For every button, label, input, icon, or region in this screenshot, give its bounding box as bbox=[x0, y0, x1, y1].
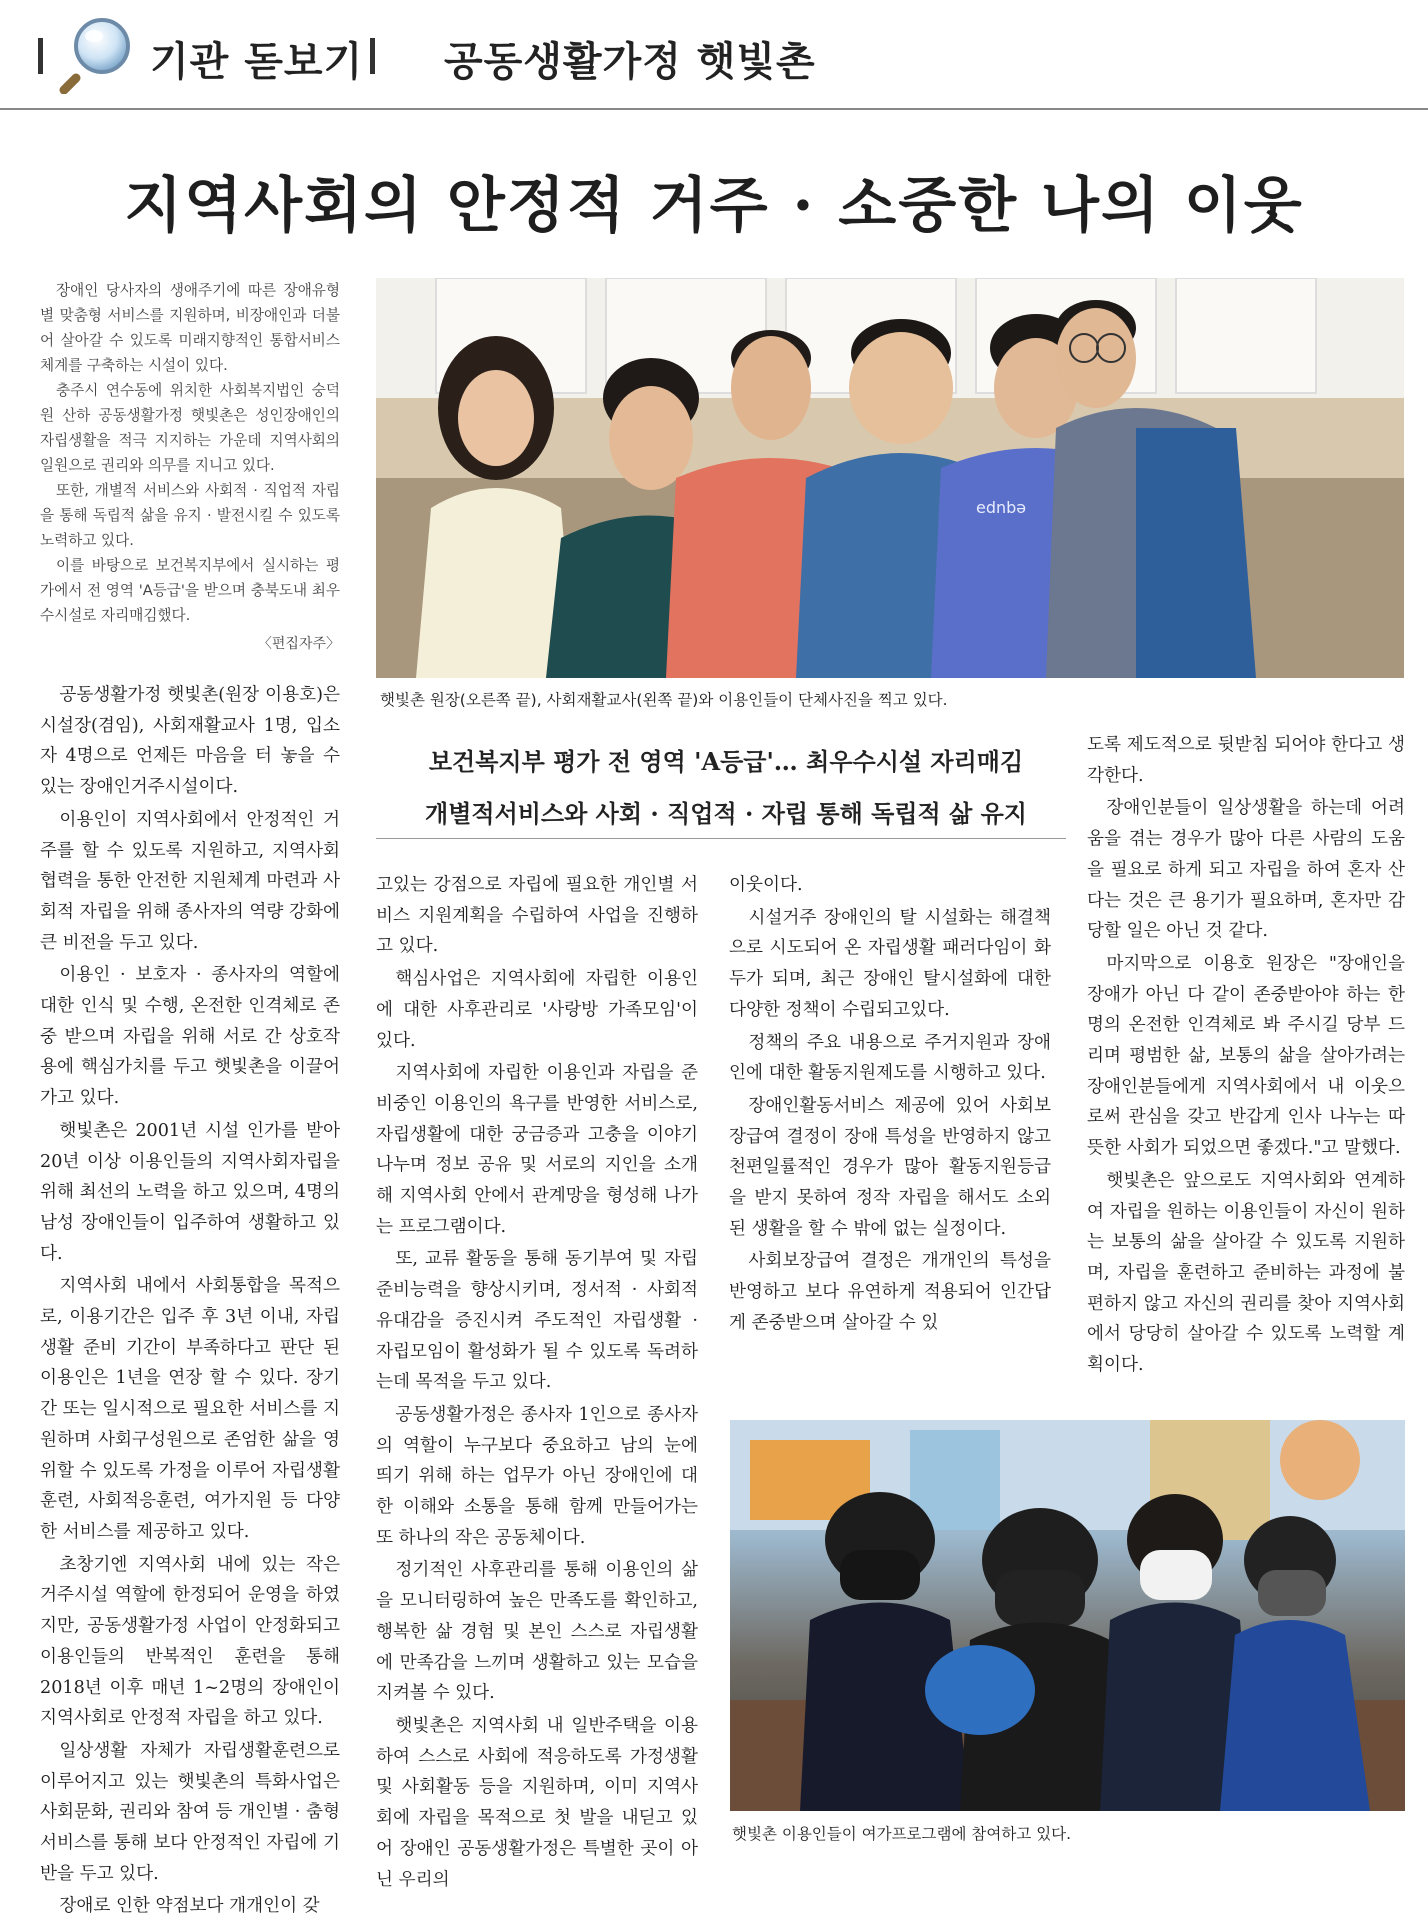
body-paragraph: 지역사회 내에서 사회통합을 목적으로, 이용기간은 입주 후 3년 이내, 자립생활 준비 기간이 부족하다고 판단 된 이용인은 1년을 연장 할 수 있다. 장기간 또는 일시적으로 필요한 서비스를 지원하며 사회구성원으로 존엄한 삶을 영위할 수 있도록 가정을 이루어 자립생활훈련, 사회적응훈련, 여가지원 등 다양한 서비스를 제공하고 있다. bbox=[40, 1276, 340, 1542]
institution-name: 공동생활가정 햇빛촌 bbox=[444, 39, 816, 85]
body-paragraph: 햇빛촌은 2001년 시설 인가를 받아 20년 이상 이용인들의 지역사회자립을 위해 최선의 노력을 하고 있으며, 4명의 남성 장애인들이 입주하여 생활하고 있다. bbox=[40, 1120, 340, 1264]
group-photo-illustration bbox=[376, 278, 1404, 678]
article-column-2 bbox=[376, 870, 698, 1897]
group-photo-caption: 햇빛촌 원장(오른쪽 끝), 사회재활교사(왼쪽 끝)와 이용인들이 단체사진을 찍고 있다. bbox=[380, 691, 948, 709]
outing-photo bbox=[730, 1420, 1405, 1811]
lead-paragraph: 또한, 개별적 서비스와 사회적 · 직업적 자립을 통해 독립적 삶을 유지 · 발전시킬 수 있도록 노력하고 있다. bbox=[40, 482, 340, 549]
body-paragraph: 시설거주 장애인의 탈 시설화는 해결책으로 시도되어 온 자립생활 패러다임이 화두가 되며, 최근 장애인 탈시설화에 대한 다양한 정책이 수립되고있다. bbox=[729, 907, 1051, 1020]
body-paragraph: 초창기엔 지역사회 내에 있는 작은 거주시설 역할에 한정되어 운영을 하였지만, 공동생활가정 사업이 안정화되고 이용인들의 반복적인 훈련을 통해 2018년 이후 매년 1~2명의 장애인이 지역사회로 안정적 자립을 하고 있다. bbox=[40, 1554, 340, 1729]
lead-paragraph: 충주시 연수동에 위치한 사회복지법인 숭덕원 산하 공동생활가정 햇빛촌은 성인장애인의 자립생활을 적극 지지하는 가운데 지역사회의 일원으로 권리와 의무를 지니고 있다. bbox=[40, 382, 340, 474]
lead-intro bbox=[40, 278, 340, 657]
body-paragraph: 이용인 · 보호자 · 종사자의 역할에 대한 인식 및 수행, 온전한 인격체로 존중 받으며 자립을 위해 서로 간 상호작용에 핵심가치를 두고 햇빛촌을 이끌어 가고 있다. bbox=[40, 965, 340, 1109]
header-divider-bar bbox=[370, 38, 375, 74]
outing-photo-caption: 햇빛촌 이용인들이 여가프로그램에 참여하고 있다. bbox=[732, 1825, 1072, 1843]
article-title: 지역사회의 안정적 거주 · 소중한 나의 이웃 bbox=[124, 171, 1304, 241]
body-paragraph: 이웃이다. bbox=[729, 875, 803, 895]
article-column-4 bbox=[1087, 730, 1405, 1383]
lead-paragraph: 이를 바탕으로 보건복지부에서 실시하는 평가에서 전 영역 'A등급'을 받으며 충북도내 최우수시설로 자리매김했다. bbox=[40, 557, 340, 624]
group-photo bbox=[376, 278, 1404, 678]
section-label: 기관 돋보기 bbox=[150, 39, 364, 85]
body-paragraph: 정책의 주요 내용으로 주거지원과 장애인에 대한 활동지원제도를 시행하고 있다. bbox=[729, 1032, 1051, 1084]
body-paragraph: 햇빛촌은 앞으로도 지역사회와 연계하여 자립을 원하는 이용인들이 자신이 원하는 보통의 삶을 살아갈 수 있도록 지원하며, 자립을 훈련하고 준비하는 과정에 불편하지 않고 자신의 권리를 찾아 지역사회에서 당당히 살아갈 수 있도록 노력할 계획이다. bbox=[1087, 1170, 1405, 1376]
subhead-1: 보건복지부 평가 전 영역 'A등급'… 최우수시설 자리매김 bbox=[428, 747, 1024, 776]
body-paragraph: 마지막으로 이용호 원장은 "장애인을 장애가 아닌 다 같이 존중받아야 하는 한명의 온전한 인격체로 봐 주시길 당부 드리며 평범한 삶, 보통의 삶을 살아가려는 장애인분들에게 지역사회에서 내 이웃으로써 관심을 갖고 반갑게 인사 나누는 따뜻한 사회가 되었으면 좋겠다."고 말했다. bbox=[1087, 953, 1405, 1159]
body-paragraph: 일상생활 자체가 자립생활훈련으로 이루어지고 있는 햇빛촌의 특화사업은 사회문화, 권리와 참여 등 개인별 · 춤형 서비스를 통해 보다 안정적인 자립에 기반을 두고 있다. bbox=[40, 1740, 340, 1884]
body-paragraph: 장애인분들이 일상생활을 하는데 어려움을 겪는 경우가 많아 다른 사람의 도움을 필요로 하게 되고 자립을 하여 혼자 산다는 것은 큰 용기가 필요하며, 혼자만 감당할 일은 아닌 것 같다. bbox=[1087, 798, 1405, 942]
header-divider-bar bbox=[38, 38, 43, 74]
body-paragraph: 도록 제도적으로 뒷받침 되어야 한다고 생각한다. bbox=[1087, 735, 1405, 786]
lead-paragraph: 장애인 당사자의 생애주기에 따른 장애유형별 맞춤형 서비스를 지원하며, 비장애인과 더불어 살아갈 수 있도록 미래지향적인 통합서비스 체계를 구축하는 시설이 있다. bbox=[40, 282, 340, 374]
body-paragraph: 이용인이 지역사회에서 안정적인 거주를 할 수 있도록 지원하고, 지역사회협력을 통한 안전한 지원체계 마련과 사회적 자립을 위해 종사자의 역량 강화에 큰 비전을 두고 있다. bbox=[40, 809, 340, 953]
article-column-3 bbox=[729, 870, 1051, 1341]
outing-photo-illustration bbox=[730, 1420, 1405, 1811]
body-paragraph: 정기적인 사후관리를 통해 이용인의 삶을 모니터링하여 높은 만족도를 확인하고, 행복한 삶 경험 및 본인 스스로 자립생활에 만족감을 느끼며 생활하고 있는 모습을 지켜볼 수 있다. bbox=[376, 1560, 698, 1704]
section-header bbox=[0, 0, 1428, 110]
body-paragraph: 장애로 인한 약점보다 개개인이 갖 bbox=[59, 1896, 320, 1917]
subhead-2: 개별적서비스와 사회 · 직업적 · 자립 통해 독립적 삶 유지 bbox=[425, 799, 1027, 828]
article-column-1 bbox=[40, 680, 340, 1924]
body-paragraph: 고있는 강점으로 자립에 필요한 개인별 서비스 지원계획을 수립하여 사업을 진행하고 있다. bbox=[376, 875, 698, 957]
shirt-logo: ednbə bbox=[976, 498, 1027, 517]
body-paragraph: 햇빛촌은 지역사회 내 일반주택을 이용하여 스스로 사회에 적응하도록 가정생활 및 사회활동 등을 지원하며, 이미 지역사회에 자립을 목적으로 첫 발을 내딛고 있어 장애인 공동생활가정은 특별한 곳이 아닌 우리의 bbox=[376, 1715, 698, 1890]
body-paragraph: 공동생활가정 햇빛촌(원장 이용호)은 시설장(겸임), 사회재활교사 1명, 입소자 4명으로 언제든 마음을 터 놓을 수 있는 장애인거주시설이다. bbox=[40, 685, 340, 798]
body-paragraph: 장애인활동서비스 제공에 있어 사회보장급여 결정이 장애 특성을 반영하지 않고 천편일률적인 경우가 많아 활동지원등급을 받지 못하여 정작 자립을 해서도 소외된 생활을 할 수 밖에 없는 실정이다. bbox=[729, 1095, 1051, 1239]
magnifier-icon bbox=[58, 14, 134, 94]
subhead-divider bbox=[376, 838, 1066, 839]
body-paragraph: 핵심사업은 지역사회에 자립한 이용인에 대한 사후관리로 '사랑방 가족모임'이 있다. bbox=[376, 969, 698, 1051]
body-paragraph: 지역사회에 자립한 이용인과 자립을 준비중인 이용인의 욕구를 반영한 서비스로, 자립생활에 대한 궁금증과 고충을 이야기 나누며 정보 공유 및 서로의 지인을 소개해 지역사회 안에서 관계망을 형성해 나가는 프로그램이다. bbox=[376, 1063, 698, 1237]
editor-note: 〈편집자주〉 bbox=[257, 636, 340, 652]
body-paragraph: 공동생활가정은 종사자 1인으로 종사자의 역할이 누구보다 중요하고 남의 눈에 띄기 위해 하는 업무가 아닌 장애인에 대한 이해와 소통을 통해 함께 만들어가는 또 하나의 작은 공동체이다. bbox=[376, 1404, 698, 1548]
body-paragraph: 또, 교류 활동을 통해 동기부여 및 자립준비능력을 향상시키며, 정서적 · 사회적 유대감을 증진시켜 주도적인 자립생활 · 자립모임이 활성화가 될 수 있도록 독려하는데 목적을 두고 있다. bbox=[376, 1249, 698, 1393]
body-paragraph: 사회보장급여 결정은 개개인의 특성을 반영하고 보다 유연하게 적용되어 인간답게 존중받으며 살아갈 수 있 bbox=[729, 1251, 1051, 1333]
